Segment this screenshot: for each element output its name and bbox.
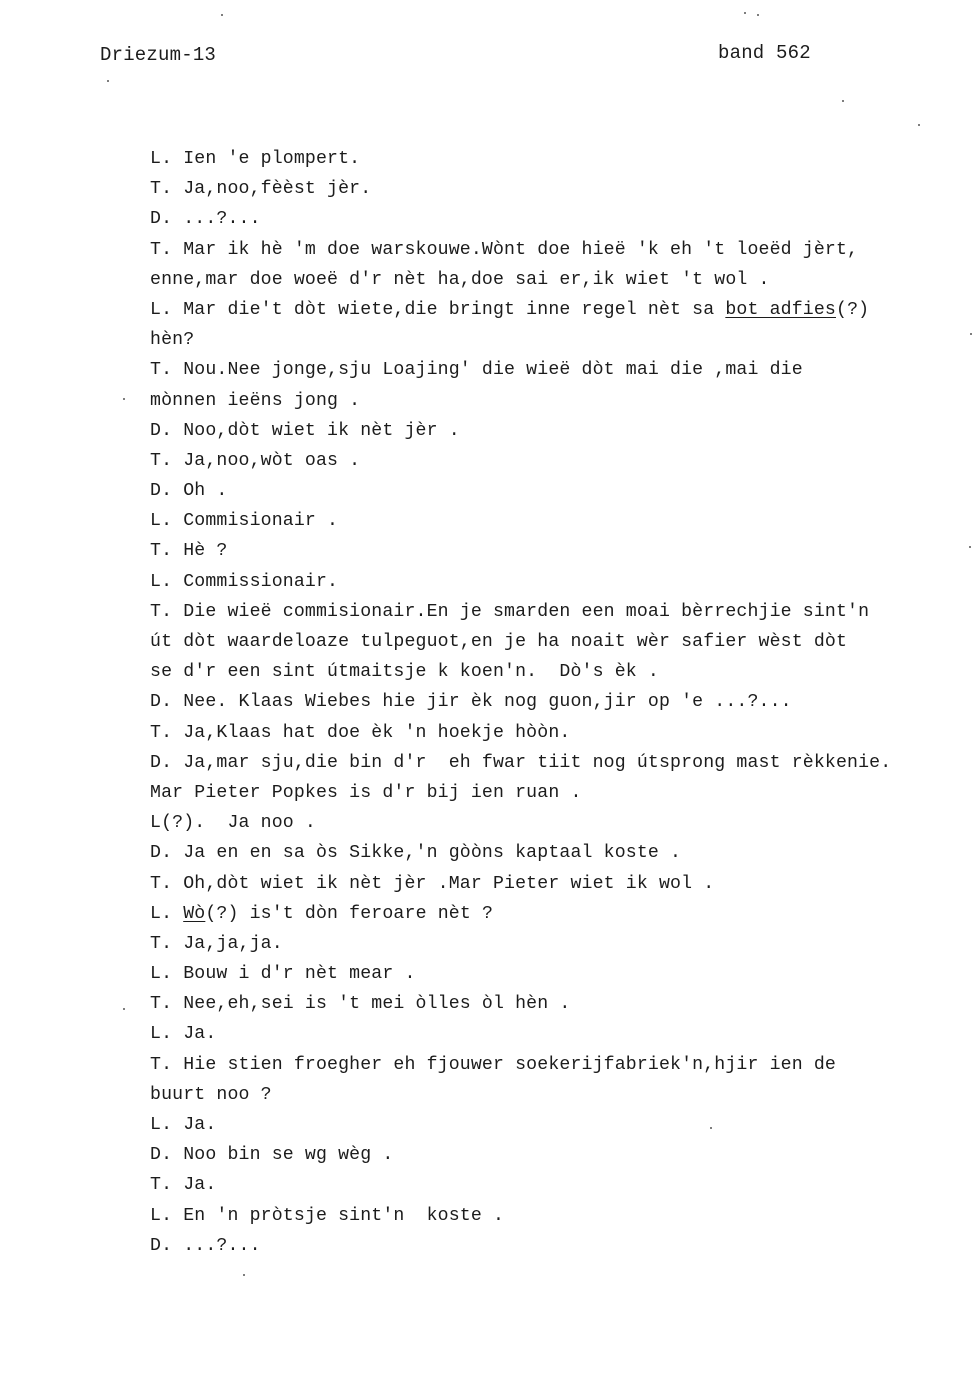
line-text: T. Nou.Nee jonge,sju Loajing' die wieë dòt mai die ,mai die	[150, 360, 803, 381]
transcript-line	[150, 597, 970, 627]
line-text: D. ...?...	[150, 1235, 261, 1256]
transcript-line	[150, 959, 970, 989]
transcript-line	[150, 416, 970, 446]
line-text: D. Noo bin se wg wèg .	[150, 1145, 394, 1166]
scan-speck	[107, 80, 109, 82]
line-text: se d'r een sint útmaitsje k koen'n. Dò's èk .	[150, 662, 659, 683]
transcript-line	[150, 1201, 970, 1231]
line-text: D. Ja,mar sju,die bin d'r eh fwar tiit nog útsprong mast rèkkenie.	[150, 752, 892, 773]
transcript-line	[150, 265, 970, 295]
line-text: D. Oh .	[150, 481, 228, 502]
transcript-line	[150, 718, 970, 748]
transcript-line	[150, 687, 970, 717]
document-reference: Driezum-13	[100, 44, 217, 66]
line-text: T. Nee,eh,sei is 't mei òlles òl hèn .	[150, 994, 571, 1015]
line-text: (?)	[836, 299, 870, 320]
transcript-line	[150, 1019, 970, 1049]
transcript-line	[150, 1231, 970, 1261]
scan-speck	[757, 14, 759, 16]
transcript-line	[150, 808, 970, 838]
line-text: Mar Pieter Popkes is d'r bij ien ruan .	[150, 782, 582, 803]
transcript-line	[150, 748, 970, 778]
transcript-line	[150, 536, 970, 566]
line-text: enne,mar doe woeë d'r nèt ha,doe sai er,ik wiet 't wol .	[150, 269, 770, 290]
line-text: út dòt waardeloaze tulpeguot,en je ha noait wèr safier wèst dòt	[150, 632, 848, 652]
transcript-line	[150, 899, 970, 929]
transcript-line	[150, 838, 970, 868]
transcript-line	[150, 627, 970, 657]
line-text: T. Ja.	[150, 1175, 217, 1196]
transcript-line	[150, 1050, 970, 1080]
line-text: L. Ien 'e plompert.	[150, 149, 361, 169]
transcript-line	[150, 567, 970, 597]
line-text: L. Ja.	[150, 1024, 217, 1045]
transcript-line	[150, 144, 970, 174]
scan-speck	[710, 1127, 712, 1129]
transcript-line	[150, 476, 970, 506]
scan-speck	[123, 1008, 125, 1010]
line-text: L. Ja.	[150, 1115, 217, 1135]
transcript-line	[150, 778, 970, 808]
scan-speck	[842, 100, 844, 102]
transcript-line	[150, 446, 970, 476]
line-text: L. Bouw i d'r nèt mear .	[150, 964, 416, 985]
line-text: T. Hè ?	[150, 541, 228, 562]
transcript-line	[150, 657, 970, 687]
transcript-line	[150, 1080, 970, 1110]
line-text: T. Mar ik hè 'm doe warskouwe.Wònt doe hieë 'k eh 't loeëd jèrt,	[150, 239, 859, 260]
scan-speck	[970, 333, 972, 335]
tape-number: band 562	[718, 42, 811, 64]
line-text: L. Commissionair.	[150, 571, 339, 592]
transcript-line	[150, 386, 970, 416]
transcript-line	[150, 174, 970, 204]
line-text: L(?). Ja noo .	[150, 813, 316, 834]
line-text: (?) is't dòn feroare nèt ?	[205, 903, 494, 924]
transcript-line	[150, 869, 970, 899]
line-text: D. Ja en en sa òs Sikke,'n gòòns kaptaal koste .	[150, 843, 682, 864]
line-text: D. ...?...	[150, 209, 261, 230]
transcript-line	[150, 355, 970, 385]
transcript-line	[150, 235, 970, 265]
line-text: L. Mar die't dòt wiete,die bringt inne regel nèt sa	[150, 299, 726, 320]
line-text: T. Ja,noo,fèèst jèr.	[150, 179, 372, 200]
line-text: T. Ja,ja,ja.	[150, 933, 283, 954]
line-text: L. En 'n pròtsje sint'n koste .	[150, 1205, 505, 1226]
line-text: T. Ja,Klaas hat doe èk 'n hoekje hòòn.	[150, 722, 571, 743]
line-text: hèn?	[150, 330, 195, 351]
transcript	[150, 144, 970, 1261]
line-text: L. Commisionair .	[150, 511, 339, 532]
transcript-line	[150, 929, 970, 959]
line-text: D. Nee. Klaas Wiebes hie jir èk nog guon,jir op 'e ...?...	[150, 692, 792, 713]
transcript-line	[150, 295, 970, 325]
line-text: D. Noo,dòt wiet ik nèt jèr .	[150, 420, 460, 441]
scan-speck	[221, 14, 223, 16]
transcript-line	[150, 1140, 970, 1170]
underlined-word: Wò	[183, 903, 206, 924]
transcript-line	[150, 204, 970, 234]
transcript-line	[150, 1170, 970, 1200]
transcript-line	[150, 506, 970, 536]
underlined-word: bot adfies	[725, 299, 836, 320]
scan-speck	[744, 12, 746, 14]
line-text: L.	[150, 903, 184, 924]
line-text: T. Ja,noo,wòt oas .	[150, 450, 361, 471]
line-text: buurt noo ?	[150, 1084, 272, 1105]
line-text: T. Hie stien froegher eh fjouwer soekerijfabriek'n,hjir ien de	[150, 1054, 836, 1075]
transcript-line	[150, 325, 970, 355]
scan-speck	[123, 398, 125, 400]
scan-speck	[918, 124, 920, 126]
scan-speck	[243, 1274, 245, 1276]
scan-speck	[969, 546, 971, 548]
line-text: T. Die wieë commisionair.En je smarden een moai bèrrechjie sint'n	[150, 601, 870, 622]
transcript-line	[150, 989, 970, 1019]
line-text: mònnen ieëns jong .	[150, 390, 361, 411]
transcript-line	[150, 1110, 970, 1140]
line-text: T. Oh,dòt wiet ik nèt jèr .Mar Pieter wiet ik wol .	[150, 873, 715, 894]
